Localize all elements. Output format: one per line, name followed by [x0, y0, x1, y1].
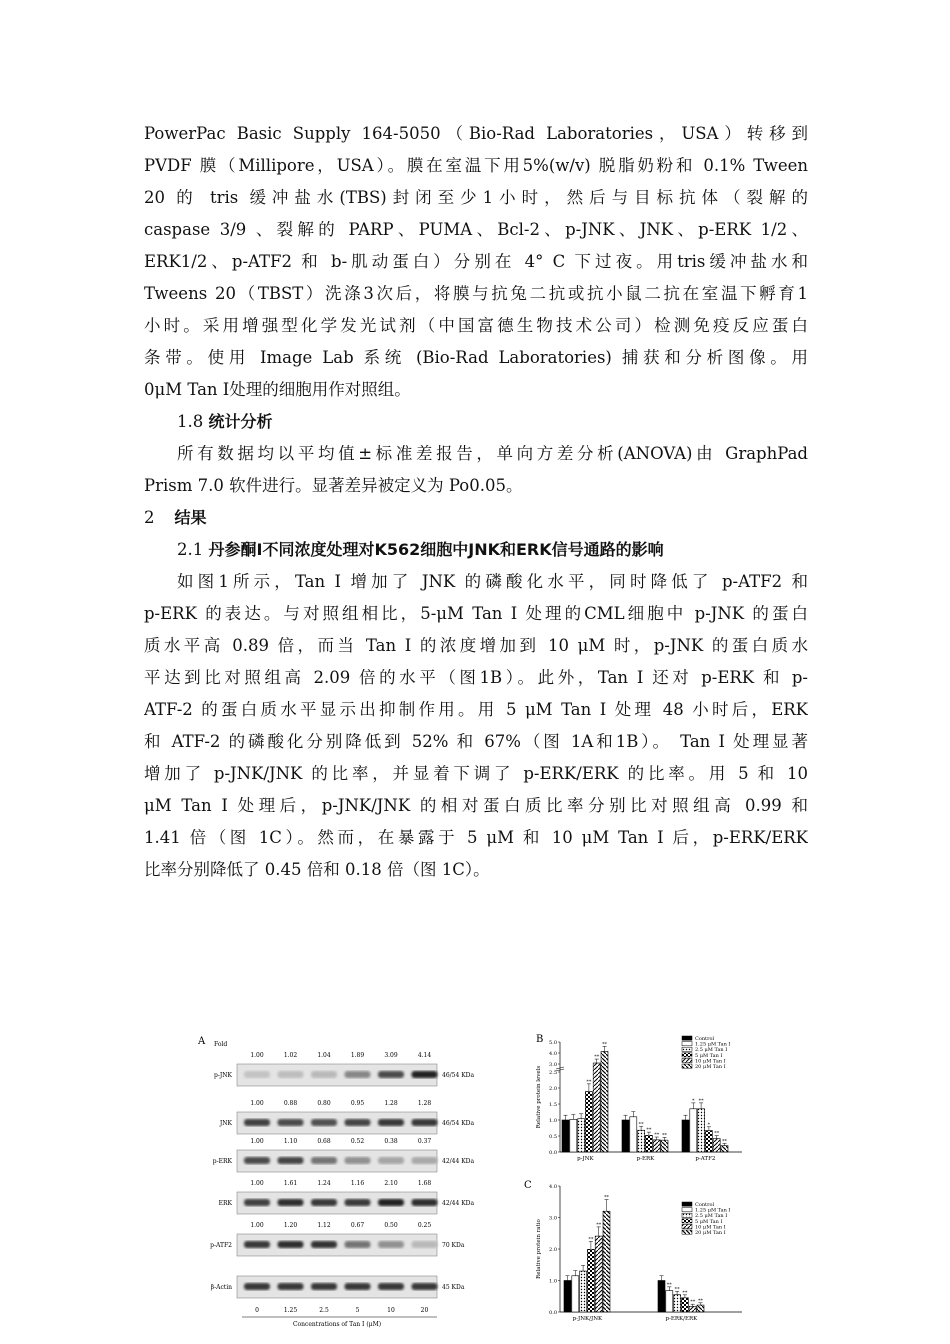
category-label: p-ATF2	[695, 1156, 716, 1162]
text-line: ERK1/2、p-ATF2 和 b-肌动蛋白）分别在 4° C 下过夜。用tris缓冲盐水和	[144, 252, 808, 271]
blot-band	[244, 1071, 270, 1078]
blot-band	[311, 1199, 337, 1206]
text-line: 比率分别降低了 0.45 倍和 0.18 倍（图 1C）。	[144, 860, 490, 879]
legend-entry: 1.25 μM Tan I	[695, 1207, 731, 1214]
legend-swatch	[682, 1042, 692, 1046]
blot-row-label: β-Actin	[210, 1284, 232, 1291]
blot-band	[345, 1119, 371, 1126]
legend-entry: 5 μM Tan I	[695, 1218, 723, 1225]
section-title: 结果	[174, 508, 207, 527]
concentration-label: 1.25	[283, 1307, 298, 1314]
bar	[690, 1109, 697, 1152]
fold-value: 0.95	[350, 1100, 365, 1107]
blot-band	[412, 1199, 438, 1206]
blot-band	[378, 1071, 404, 1078]
significance-mark: **	[654, 1132, 660, 1139]
fold-value: 1.00	[250, 1100, 264, 1107]
section-title: 统计分析	[208, 412, 273, 431]
bar	[645, 1135, 652, 1152]
blot-band	[378, 1157, 404, 1164]
fold-value: 0.25	[417, 1222, 432, 1229]
blot-band	[378, 1283, 404, 1290]
category-label: p-JNK/JNK	[572, 1316, 603, 1322]
blot-band	[244, 1119, 270, 1126]
fold-value: 0.88	[283, 1100, 298, 1107]
text-line: Prism 7.0 软件进行。显著差异被定义为 Po0.05。	[144, 476, 523, 495]
concentration-label: 2.5	[319, 1307, 329, 1314]
bar	[630, 1117, 637, 1152]
panel-label: B	[536, 1034, 544, 1045]
legend-entry: 1.25 μM Tan I	[695, 1041, 731, 1048]
blot-band	[378, 1119, 404, 1126]
legend-entry: 20 μM Tan I	[695, 1064, 726, 1070]
bar	[603, 1211, 610, 1312]
legend-swatch	[682, 1058, 692, 1062]
blot-band	[244, 1241, 270, 1248]
blot-band	[278, 1071, 304, 1078]
significance-mark: *	[707, 1121, 711, 1128]
section-heading-2-1	[144, 534, 808, 566]
legend-swatch	[682, 1064, 692, 1068]
y-tick-label: 5.0	[549, 1040, 557, 1046]
bar	[562, 1120, 569, 1152]
panel-label: C	[524, 1180, 532, 1191]
legend-swatch	[682, 1213, 692, 1217]
y-tick-label: 2.5	[549, 1070, 557, 1076]
text-line: caspase 3/9 、裂解的 PARP、PUMA、Bcl-2、p-JNK、JNK、p-ERK 1/2、	[144, 220, 808, 239]
bar	[697, 1305, 704, 1312]
blot-band	[378, 1199, 404, 1206]
bar	[689, 1306, 696, 1312]
fold-value: 2.10	[384, 1180, 398, 1187]
y-axis-label: Relative protein levels	[536, 1065, 542, 1129]
blot-band	[278, 1157, 304, 1164]
legend-swatch	[682, 1208, 692, 1212]
concentration-label: 10	[387, 1307, 395, 1314]
y-tick-label: 1.5	[549, 1102, 557, 1108]
legend-swatch	[682, 1230, 692, 1234]
fold-value: 1.28	[384, 1100, 398, 1107]
fold-value: 1.28	[417, 1100, 432, 1107]
bar	[721, 1146, 728, 1152]
significance-mark: **	[674, 1286, 680, 1293]
text-line: ATF-2 的蛋白质水平显示出抑制作用。用 5 μM Tan I 处理 48 小时后，ERK	[144, 700, 808, 719]
paragraph-stats	[144, 438, 808, 502]
blot-row-label: JNK	[219, 1120, 232, 1127]
paragraph-results	[144, 566, 808, 886]
text-line: 0μM Tan I处理的细胞用作对照组。	[144, 380, 411, 399]
blot-kda-label: 45 KDa	[442, 1284, 465, 1291]
fold-value: 0.80	[317, 1100, 331, 1107]
bar	[666, 1291, 673, 1312]
fold-value: 1.02	[283, 1052, 298, 1059]
legend-entry: 20 μM Tan I	[695, 1230, 726, 1236]
bar	[653, 1140, 660, 1152]
significance-mark: **	[722, 1138, 727, 1145]
bar	[622, 1120, 629, 1152]
blot-band	[311, 1071, 337, 1078]
section-heading-2	[144, 502, 808, 534]
bar	[585, 1092, 592, 1152]
legend-swatch	[682, 1047, 692, 1051]
text-line: 质水平高 0.89 倍，而当 Tan I 的浓度增加到 10 μM 时，p-JNK 的蛋白质水	[144, 636, 808, 655]
legend-swatch	[682, 1053, 692, 1057]
bar	[564, 1281, 571, 1313]
section-number: 2.1	[177, 540, 209, 559]
blot-band	[345, 1283, 371, 1290]
blot-row-label: p-ATF2	[210, 1242, 232, 1249]
blot-band	[378, 1241, 404, 1248]
legend-swatch	[682, 1219, 692, 1223]
significance-mark: **	[594, 1054, 600, 1061]
blot-band	[244, 1157, 270, 1164]
bar	[572, 1276, 579, 1312]
blot-band	[412, 1071, 438, 1078]
panel-b-bar-chart	[536, 1034, 742, 1162]
blot-kda-label: 46/54 KDa	[442, 1120, 475, 1127]
bar	[593, 1063, 600, 1152]
significance-mark: **	[662, 1132, 667, 1139]
fold-value: 1.61	[283, 1180, 298, 1187]
fold-value: 1.89	[350, 1052, 365, 1059]
legend-entry: 2.5 μM Tan I	[695, 1047, 728, 1054]
concentration-label: 0	[255, 1307, 259, 1314]
y-tick-label: 3.0	[549, 1215, 557, 1222]
significance-mark: **	[638, 1121, 644, 1128]
text-line: 20 的 tris 缓冲盐水(TBS)封闭至少1小时，然后与目标抗体（裂解的	[144, 188, 808, 207]
bar	[601, 1051, 608, 1152]
fold-value: 4.14	[417, 1052, 432, 1059]
text-line: PVDF 膜（Millipore，USA）。膜在室温下用5%(w/v) 脱脂奶粉和 0.1% Tween	[144, 156, 808, 175]
fold-value: 1.10	[283, 1138, 298, 1145]
significance-mark: **	[666, 1281, 672, 1288]
significance-mark: *	[692, 1097, 695, 1104]
significance-mark: **	[682, 1289, 688, 1296]
significance-mark: **	[602, 1041, 607, 1048]
y-tick-label: 2.0	[549, 1086, 557, 1092]
fold-value: 1.24	[317, 1180, 331, 1187]
text-line: 所有数据均以平均值±标准差报告，单向方差分析(ANOVA)由 GraphPad	[177, 444, 808, 463]
bar	[661, 1140, 668, 1152]
blot-row-label: p-ERK	[212, 1158, 232, 1165]
blot-band	[278, 1241, 304, 1248]
blot-band	[412, 1119, 438, 1126]
bar	[638, 1130, 645, 1152]
legend-swatch	[682, 1036, 692, 1040]
fold-value: 1.00	[250, 1222, 264, 1229]
fold-value: 1.12	[317, 1222, 331, 1229]
blot-kda-label: 70 KDa	[442, 1242, 465, 1249]
fold-value: 1.00	[250, 1052, 264, 1059]
y-tick-label: 1.0	[549, 1118, 557, 1124]
fold-label: Fold	[214, 1041, 228, 1048]
fold-value: 0.52	[350, 1138, 365, 1145]
blot-band	[345, 1157, 371, 1164]
blot-band	[244, 1283, 270, 1290]
text-line: 小时。采用增强型化学发光试剂（中国富德生物技术公司）检测免疫反应蛋白	[144, 316, 808, 335]
bar	[705, 1131, 712, 1152]
bar	[682, 1120, 689, 1152]
blot-band	[311, 1157, 337, 1164]
fold-value: 1.16	[350, 1180, 365, 1187]
text-line: p-ERK 的表达。与对照组相比，5-μM Tan I 处理的CML细胞中 p-JNK 的蛋白	[144, 604, 808, 623]
y-tick-label: 2.0	[549, 1247, 557, 1253]
blot-band	[345, 1071, 371, 1078]
bar	[713, 1139, 720, 1152]
blot-band	[412, 1241, 438, 1248]
text-line: Tweens 20（TBST）洗涤3次后，将膜与抗兔二抗或抗小鼠二抗在室温下孵育1	[144, 284, 808, 303]
fold-value: 0.68	[317, 1138, 331, 1145]
fold-value: 1.68	[417, 1180, 432, 1187]
paragraph-methods	[144, 118, 808, 406]
figure-1	[190, 1030, 770, 1344]
category-label: p-ERK	[636, 1156, 655, 1162]
blot-kda-label: 42/44 KDa	[442, 1158, 475, 1165]
y-tick-label: 0.5	[549, 1134, 557, 1140]
text-line: PowerPac Basic Supply 164-5050（Bio-Rad Laboratories，USA）转移到	[144, 124, 808, 143]
bar	[658, 1281, 665, 1313]
section-heading-1-8	[144, 406, 808, 438]
significance-mark: **	[714, 1130, 720, 1137]
significance-mark: **	[604, 1194, 609, 1201]
blot-band	[311, 1119, 337, 1126]
legend-entry: 5 μM Tan I	[695, 1052, 723, 1059]
blot-band	[412, 1283, 438, 1290]
y-tick-label: 0.0	[549, 1310, 557, 1316]
text-line: 增加了 p-JNK/JNK 的比率，并显着下调了 p-ERK/ERK 的比率。用 5 和 10	[144, 764, 808, 783]
blot-band	[244, 1199, 270, 1206]
legend-entry: 10 μM Tan I	[695, 1224, 726, 1231]
fold-value: 1.00	[250, 1180, 264, 1187]
blot-band	[278, 1119, 304, 1126]
significance-mark: **	[646, 1127, 652, 1134]
fold-value: 3.09	[384, 1052, 398, 1059]
panel-c-bar-chart	[524, 1180, 742, 1322]
significance-mark: **	[690, 1299, 696, 1306]
blot-row-label: p-JNK	[213, 1072, 232, 1079]
text-line: 如图1所示，Tan I 增加了 JNK 的磷酸化水平，同时降低了 p-ATF2 和	[177, 572, 808, 591]
fold-value: 1.20	[283, 1222, 298, 1229]
fold-value: 0.37	[417, 1138, 432, 1145]
section-title: 丹参酮I不同浓度处理对K562细胞中JNK和ERK信号通路的影响	[208, 540, 664, 559]
bar	[587, 1249, 594, 1312]
text-line: 平达到比对照组高 2.09 倍的水平（图1B）。此外，Tan I 还对 p-ERK 和 p-	[144, 668, 808, 687]
blot-kda-label: 46/54 KDa	[442, 1072, 475, 1079]
blot-band	[278, 1199, 304, 1206]
legend-entry: Control	[695, 1036, 715, 1042]
text-line: 1.41 倍（图 1C）。然而，在暴露于 5 μM 和 10 μM Tan I 后，p-ERK/ERK	[144, 828, 808, 847]
fold-value: 1.04	[317, 1052, 331, 1059]
bar	[698, 1109, 705, 1152]
blot-band	[412, 1157, 438, 1164]
significance-mark: **	[698, 1097, 704, 1104]
legend-entry: Control	[695, 1202, 715, 1208]
concentration-label: 20	[420, 1307, 429, 1314]
bar	[674, 1295, 681, 1312]
significance-mark: **	[596, 1221, 602, 1228]
blot-band	[311, 1241, 337, 1248]
legend-entry: 2.5 μM Tan I	[695, 1213, 728, 1220]
significance-mark: **	[698, 1297, 703, 1304]
concentration-label: 5	[355, 1307, 360, 1314]
y-tick-label: 3.0	[549, 1062, 557, 1068]
blot-band	[345, 1241, 371, 1248]
text-line: 条带。使用 Image Lab 系统 (Bio-Rad Laboratories) 捕获和分析图像。用	[144, 348, 808, 367]
y-tick-label: 4.0	[549, 1051, 557, 1057]
blot-band	[311, 1283, 337, 1290]
text-line: 和 ATF-2 的磷酸化分别降低到 52% 和 67%（图 1A和1B）。 Tan I 处理显著	[144, 732, 808, 751]
bar	[580, 1271, 587, 1312]
blot-kda-label: 42/44 KDa	[442, 1200, 475, 1207]
concentration-xlabel: Concentrations of Tan I (μM)	[292, 1321, 382, 1328]
category-label: p-JNK	[577, 1156, 594, 1162]
panel-a-western-blot	[197, 1036, 474, 1328]
legend-swatch	[682, 1224, 692, 1228]
bar	[681, 1298, 688, 1312]
bar	[595, 1236, 602, 1312]
bar	[570, 1119, 577, 1152]
legend-entry: 10 μM Tan I	[695, 1058, 726, 1065]
panel-label-a: A	[198, 1036, 206, 1047]
y-tick-label: 1.0	[549, 1278, 557, 1285]
fold-value: 0.67	[350, 1222, 365, 1229]
text-line: μM Tan I 处理后，p-JNK/JNK 的相对蛋白质比率分别比对照组高 0.99 和	[144, 796, 808, 815]
category-label: p-ERK/ERK	[665, 1316, 698, 1322]
significance-mark: **	[586, 1078, 592, 1085]
fold-value: 1.00	[250, 1138, 264, 1145]
blot-band	[345, 1199, 371, 1206]
blot-row-label: ERK	[218, 1200, 232, 1207]
significance-mark: **	[588, 1236, 594, 1243]
y-tick-label: 0.0	[549, 1150, 557, 1156]
fold-value: 0.50	[384, 1222, 398, 1229]
fold-value: 0.38	[384, 1138, 398, 1145]
section-number: 1.8	[177, 412, 209, 431]
legend-swatch	[682, 1202, 692, 1206]
section-number: 2	[144, 508, 155, 527]
y-axis-label: Relative protein ratio	[536, 1219, 542, 1279]
y-tick-label: 4.0	[549, 1184, 557, 1190]
paper-body	[144, 118, 808, 886]
blot-band	[278, 1283, 304, 1290]
bar	[578, 1119, 585, 1152]
